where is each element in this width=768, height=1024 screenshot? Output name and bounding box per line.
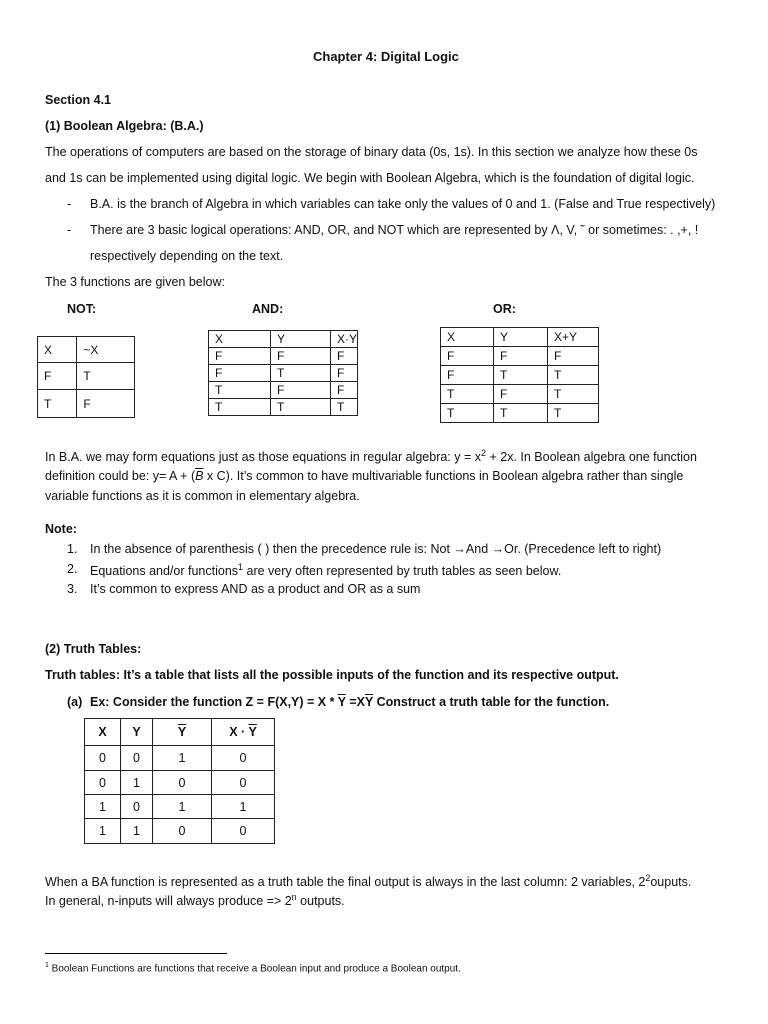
table-header: X	[38, 337, 77, 363]
table-cell: T	[494, 366, 548, 385]
footnote-text: Boolean Functions are functions that receive a Boolean input and produce a Boolean output.	[48, 963, 461, 975]
table-cell: T	[548, 385, 599, 404]
text-run: When a BA function is represented as a truth table the final output is always in the last column: 2 variables, 2	[45, 875, 646, 890]
table-cell: F	[38, 363, 77, 390]
text-run: outputs.	[296, 894, 345, 909]
b-bar: $\overline{B}$	[195, 469, 204, 483]
footnote-rule	[45, 953, 227, 954]
output-line-1	[45, 873, 691, 889]
table-cell: T	[38, 390, 77, 418]
table-cell: 0	[212, 819, 275, 844]
text-run: Ex: Consider the function Z = F(X,Y) = X *	[90, 695, 338, 709]
table-cell: 1	[212, 795, 275, 819]
intro-line-1: The operations of computers are based on the storage of binary data (0s, 1s). In this section we analyze how these 0s	[45, 145, 698, 159]
table-cell: T	[77, 363, 135, 390]
table-cell: 1	[85, 795, 121, 819]
table-header: Y	[121, 719, 153, 746]
bullet-2-line-2: respectively depending on the text.	[90, 249, 284, 263]
table-header: X·Y	[330, 331, 357, 348]
superscript: 2	[645, 873, 651, 883]
table-cell: F	[494, 385, 548, 404]
table-header: X	[441, 328, 494, 347]
note-number: 1.	[67, 542, 78, 556]
truth-tables-definition: Truth tables: It’s a table that lists all the possible inputs of the function and its respective output.	[45, 668, 619, 682]
equation-line-3: variable functions as it is common in elementary algebra.	[45, 489, 360, 503]
boolean-algebra-heading: (1) Boolean Algebra: (B.A.)	[45, 119, 204, 133]
table-cell: T	[441, 385, 494, 404]
section-label: Section 4.1	[45, 93, 111, 107]
text-run: x C). It’s common to have multivariable functions in Boolean algebra rather than single	[203, 469, 684, 483]
example-truth-table	[84, 718, 275, 844]
table-header	[153, 719, 212, 746]
note-number: 2.	[67, 562, 78, 576]
table-cell: F	[77, 390, 135, 418]
table-cell: 0	[212, 746, 275, 771]
and-truth-table	[208, 330, 358, 416]
table-cell: 0	[153, 819, 212, 844]
or-label: OR:	[493, 302, 516, 316]
table-header: ~X	[77, 337, 135, 363]
table-cell: F	[494, 347, 548, 366]
table-cell: F	[441, 366, 494, 385]
and-label: AND:	[252, 302, 284, 316]
note-number: 3.	[67, 582, 78, 596]
bullet-dash-1: -	[67, 197, 72, 211]
text-run: In general, n-inputs will always produce => 2	[45, 894, 292, 909]
bullet-2-line-1: There are 3 basic logical operations: AND, OR, and NOT which are represented by Λ, V, ˜ or sometimes: . ,+, !	[90, 223, 699, 237]
functions-intro: The 3 functions are given below:	[45, 275, 225, 289]
output-line-2	[45, 892, 345, 908]
y-bar: $\overline{Y}$	[177, 725, 187, 739]
table-cell: 0	[85, 771, 121, 795]
note-item-3: It’s common to express AND as a product and OR as a sum	[90, 582, 421, 596]
table-cell: F	[330, 365, 357, 382]
equation-line-1	[45, 448, 697, 464]
table-cell: T	[494, 404, 548, 423]
table-header: X+Y	[548, 328, 599, 347]
example-text	[90, 695, 609, 709]
y-bar: $\overline{Y}$	[248, 725, 257, 739]
or-truth-table	[440, 327, 599, 423]
table-cell: T	[548, 366, 599, 385]
text-run: Equations and/or functions	[90, 564, 239, 579]
table-cell: T	[548, 404, 599, 423]
text-run: In B.A. we may form equations just as those equations in regular algebra: y = x	[45, 450, 481, 465]
y-bar: $\overline{Y}$	[364, 695, 374, 709]
table-cell: F	[330, 382, 357, 399]
truth-tables-heading: (2) Truth Tables:	[45, 642, 142, 656]
superscript: n	[291, 892, 297, 902]
text-run: =X	[345, 695, 365, 709]
table-cell: 0	[85, 746, 121, 771]
bullet-dash-2: -	[67, 223, 72, 237]
table-cell: 0	[121, 746, 153, 771]
footnote	[45, 962, 461, 974]
table-cell: 0	[212, 771, 275, 795]
table-cell: F	[270, 382, 330, 399]
text-run: Construct a truth table for the function.	[373, 695, 610, 709]
table-header	[212, 719, 275, 746]
table-cell: F	[270, 348, 330, 365]
bullet-1: B.A. is the branch of Algebra in which variables can take only the values of 0 and 1. (False and True respectively)	[90, 197, 716, 211]
table-header: Y	[494, 328, 548, 347]
example-label: (a)	[67, 695, 83, 709]
note-item-2	[90, 562, 561, 578]
table-cell: 1	[121, 771, 153, 795]
note-heading: Note:	[45, 522, 77, 536]
text-run: are very often represented by truth tables as seen below.	[243, 564, 562, 579]
superscript: 2	[481, 448, 487, 458]
table-cell: 1	[153, 746, 212, 771]
table-cell: 1	[121, 819, 153, 844]
table-cell: F	[209, 348, 271, 365]
y-bar: $\overline{Y}$	[337, 695, 346, 709]
table-header: Y	[270, 331, 330, 348]
equation-line-2	[45, 469, 683, 483]
table-cell: T	[209, 399, 271, 416]
table-header: X	[209, 331, 271, 348]
intro-line-2: and 1s can be implemented using digital logic. We begin with Boolean Algebra, which is the foundation of digital logic.	[45, 171, 695, 185]
footnote-ref: 1	[238, 562, 244, 572]
not-truth-table	[37, 336, 135, 418]
table-cell: 1	[153, 795, 212, 819]
table-cell: F	[548, 347, 599, 366]
table-cell: F	[330, 348, 357, 365]
table-cell: 0	[121, 795, 153, 819]
table-cell: 0	[153, 771, 212, 795]
table-cell: T	[270, 399, 330, 416]
text-run: X ·	[229, 725, 249, 739]
table-cell: 1	[85, 819, 121, 844]
table-cell: F	[441, 347, 494, 366]
text-run: ouputs.	[650, 875, 692, 890]
text-run: definition could be: y= A + (	[45, 469, 196, 483]
footnote-mark: 1	[45, 962, 49, 969]
text-run: + 2x. In Boolean algebra one function	[486, 450, 697, 465]
table-cell: T	[270, 365, 330, 382]
table-cell: T	[441, 404, 494, 423]
page-title: Chapter 4: Digital Logic	[313, 49, 459, 64]
note-item-1: In the absence of parenthesis ( ) then the precedence rule is: Not →And →Or. (Precedence left to right)	[90, 542, 662, 556]
table-cell: T	[330, 399, 357, 416]
table-header: X	[85, 719, 121, 746]
not-label: NOT:	[67, 302, 97, 316]
table-cell: F	[209, 365, 271, 382]
table-cell: T	[209, 382, 271, 399]
